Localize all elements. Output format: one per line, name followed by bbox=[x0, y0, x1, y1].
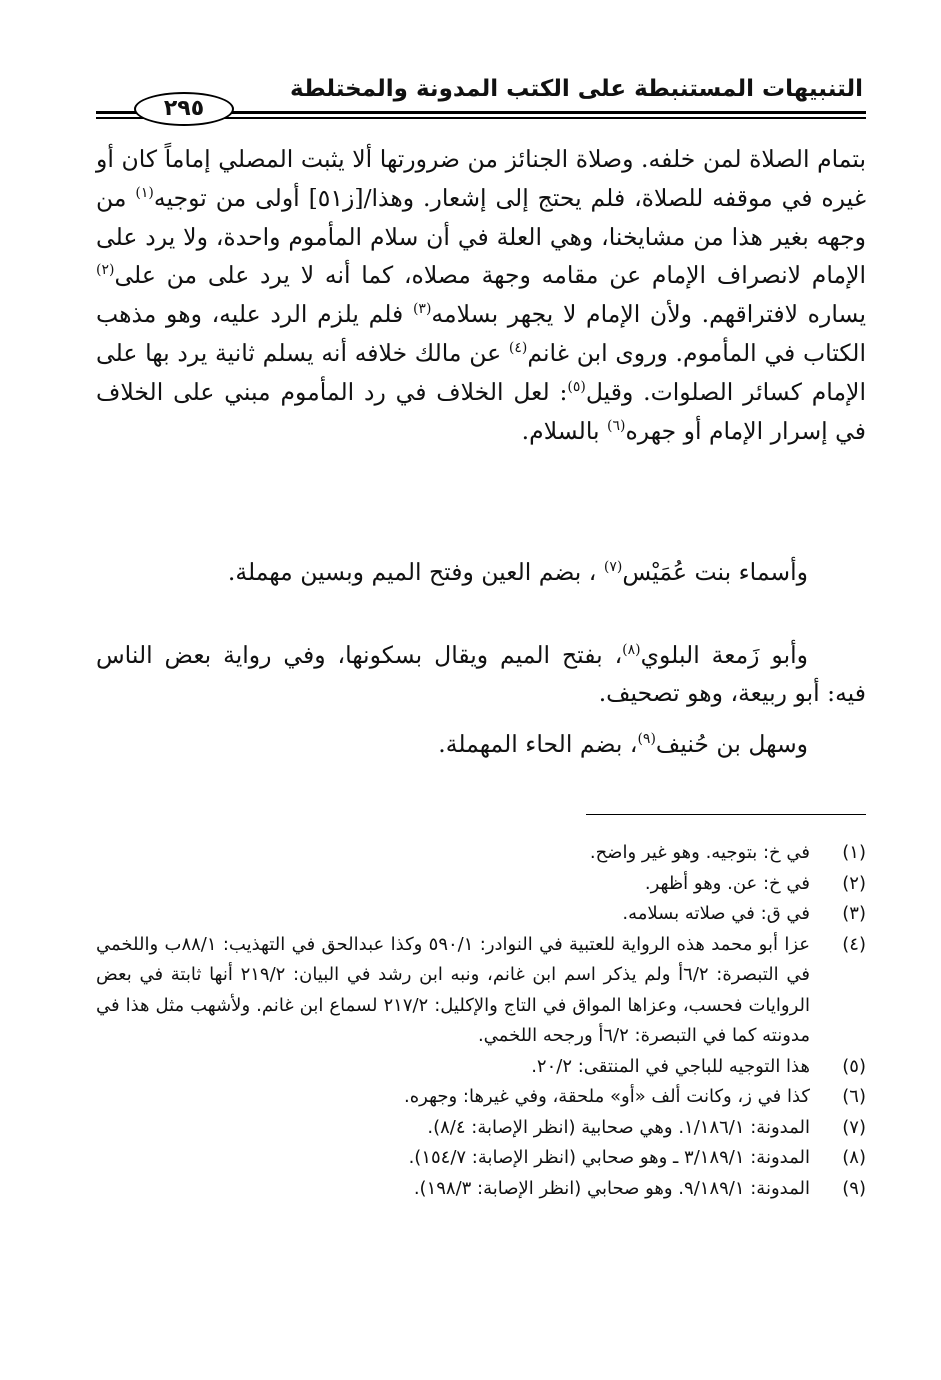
footnote bbox=[96, 1143, 866, 1174]
footnote-text: المدونة: ١/١٨٦/١. وهي صحابية (انظر الإصابة: ٨/٤). bbox=[427, 1116, 810, 1138]
footnote-text: عزا أبو محمد هذه الرواية للعتبية في النوادر: ٥٩٠/١ وكذا عبدالحق في التهذيب: ٨٨/١ب واللخمي في التبصرة: ٦/٢أ ولم يذكر اسم ابن غانم، ونبه ابن رشد في البيان: ٢١٩/٢ أنها ثابتة في بعض الروايات فحسب، وعزاها المواق في التاج والإكليل: ٢١٧/٢ لسماع ابن غانم. ولأشهب مثل هذا في مدونته كما في التبصرة: ٦/٢أ ورجحه اللخمي. bbox=[96, 933, 811, 1046]
footnote bbox=[96, 1052, 866, 1083]
text-run: وأبو زَمعة البلوي bbox=[640, 641, 808, 669]
footnote bbox=[96, 1082, 866, 1113]
text-run: وسهل بن حُنيف bbox=[655, 730, 808, 758]
footnote-text: في خ: بتوجيه. وهو غير واضح. bbox=[589, 842, 810, 863]
footnote-text: المدونة: ٩/١٨٩/١. وهو صحابي (انظر الإصابة: ١٩٨/٣). bbox=[413, 1177, 810, 1199]
footnote-ref-7: (٧) bbox=[603, 559, 623, 576]
footnote-separator bbox=[586, 814, 866, 815]
text-run: عن مالك خلافه أنه يسلم ثانية يرد بها على الإمام كسائر الصلوات. وقيل bbox=[96, 338, 866, 406]
footnote-number: (٨) bbox=[842, 1147, 866, 1168]
footnote-number: (٤) bbox=[842, 933, 866, 955]
entry-text bbox=[96, 553, 866, 591]
page-number: ٢٩٥ bbox=[134, 92, 234, 126]
footnote-number: (٣) bbox=[842, 903, 866, 924]
footnote-ref-8: (٨) bbox=[622, 642, 641, 659]
footnote bbox=[96, 869, 866, 900]
name-entry-abu-zamaa bbox=[96, 636, 866, 712]
footnote-ref-1: (١) bbox=[135, 184, 154, 201]
footnote bbox=[96, 930, 866, 1052]
footnote-number: (٧) bbox=[842, 1116, 866, 1138]
footnote-number: (٢) bbox=[842, 872, 866, 894]
footnote bbox=[96, 838, 866, 869]
text-run: : لعل الخلاف في رد المأموم مبني على الخلاف في إسرار الإمام أو جهره bbox=[96, 377, 866, 445]
footnote-text: كذا في ز، وكانت ألف «أو» ملحقة، وفي غيرها: وجهره. bbox=[404, 1086, 810, 1107]
footnote-text: المدونة: ٣/١٨٩/١ ـ وهو صحابي (انظر الإصابة: ١٥٤/٧). bbox=[408, 1147, 810, 1168]
text-run: من وجهه بغير هذا من مشايخنا، وهي العلة في أن سلام المأموم واحدة، ولا يرد على الإمام لانصراف الإمام عن مقامه وجهة مصلاه، كما أنه لا يرد على من على bbox=[96, 183, 866, 290]
footnote-ref-3: (٣) bbox=[412, 301, 432, 318]
footnote-number: (٦) bbox=[842, 1086, 866, 1107]
footnote-text: هذا التوجيه للباجي في المنتقى: ٢٠/٢. bbox=[531, 1055, 810, 1077]
paragraph-text bbox=[96, 140, 866, 450]
footnote-number: (٩) bbox=[842, 1177, 866, 1199]
name-entry-sahl bbox=[96, 725, 866, 763]
main-paragraph bbox=[96, 140, 866, 450]
footnote-ref-9: (٩) bbox=[637, 731, 656, 748]
text-run: بالسلام. bbox=[521, 416, 608, 445]
footnote-ref-5: (٥) bbox=[567, 378, 586, 395]
entry-text bbox=[96, 725, 866, 763]
text-run: وأسماء بنت عُمَيْس bbox=[622, 558, 808, 586]
name-entry-asma bbox=[96, 553, 866, 591]
footnote-number: (٥) bbox=[842, 1055, 866, 1077]
text-run: ، بفتح الميم ويقال بسكونها، وفي رواية بعض الناس فيه: أبو ربيعة، وهو تصحيف. bbox=[96, 641, 866, 707]
footnotes bbox=[96, 838, 866, 1204]
footnote-text: في خ: عن. وهو أظهر. bbox=[644, 872, 810, 894]
footnote-ref-6: (٦) bbox=[607, 417, 626, 434]
footnote-ref-4: (٤) bbox=[508, 340, 528, 357]
footnote-number: (١) bbox=[842, 842, 866, 863]
text-run: بتمام الصلاة لمن خلفه. وصلاة الجنائز من ضرورتها ألا يثبت المصلي إماماً كان أو غيره في موقفه للصلاة، فلم يحتج إلى إشعار. وهذا/[ز٥١] أولى من توجيه bbox=[96, 145, 867, 212]
footnote bbox=[96, 1174, 866, 1205]
text-run: ، بضم العين وفتح الميم وبسين مهملة. bbox=[227, 558, 604, 586]
footnote-ref-2: (٢) bbox=[96, 262, 115, 279]
footnote-text: في ق: في صلاته بسلامه. bbox=[622, 903, 810, 924]
footnote bbox=[96, 1113, 866, 1144]
text-run: فلم يلزم الرد عليه، وهو مذهب الكتاب في المأموم. وروى ابن غانم bbox=[96, 300, 866, 367]
entry-text bbox=[96, 636, 866, 712]
running-title: التنبيهات المستنبطة على الكتب المدونة والمختلطة bbox=[290, 76, 863, 102]
footnote bbox=[96, 899, 866, 930]
text-run: يساره لافتراقهم. ولأن الإمام لا يجهر بسلامه bbox=[431, 300, 866, 329]
text-run: ، بضم الحاء المهملة. bbox=[438, 730, 638, 758]
